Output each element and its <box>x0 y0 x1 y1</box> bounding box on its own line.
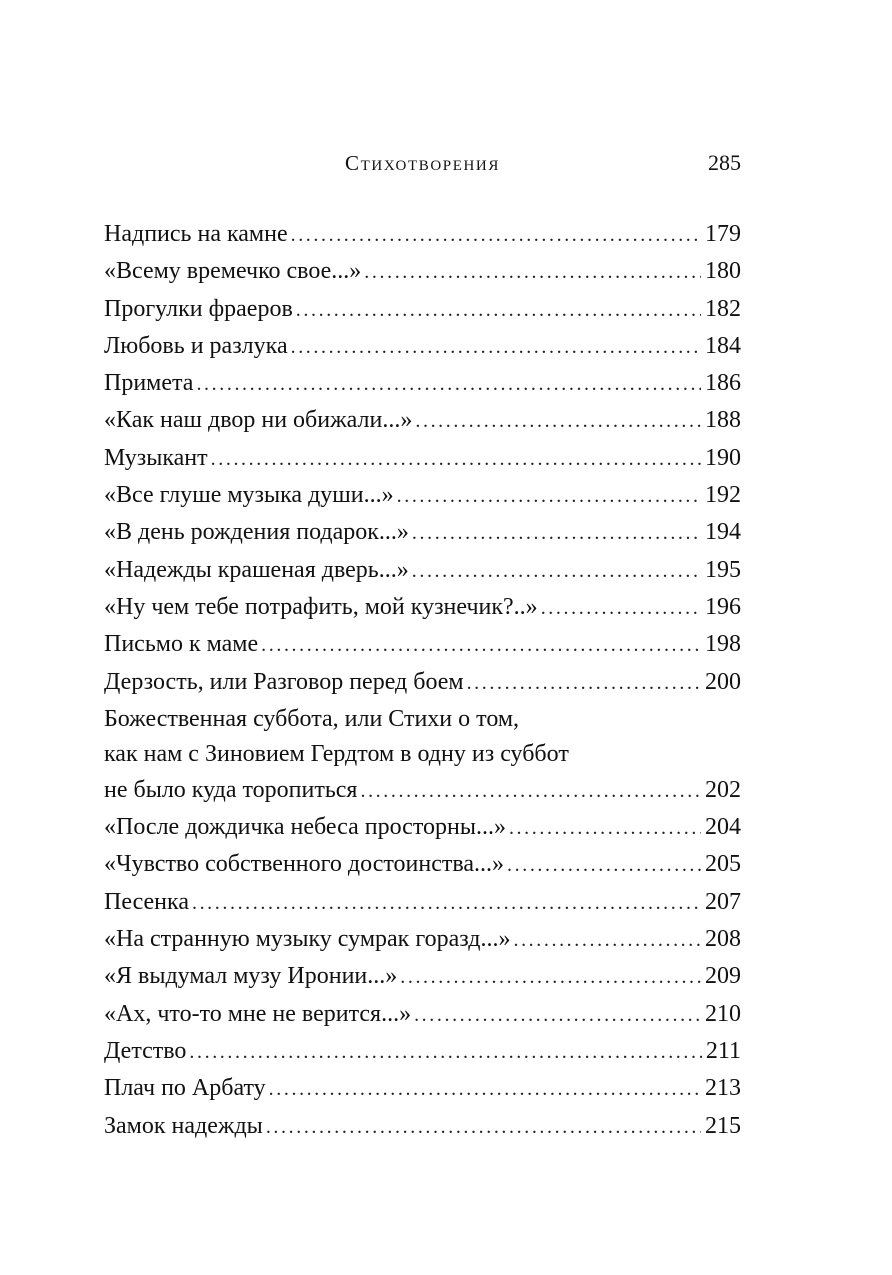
dot-leader <box>467 665 701 701</box>
toc-entry-title-line: не было куда торопиться <box>104 776 358 803</box>
dot-leader <box>513 922 701 958</box>
toc-entry-page: 188 <box>705 407 741 434</box>
toc-entry-page: 211 <box>705 1037 741 1064</box>
toc-entry-page: 210 <box>705 1000 741 1027</box>
dot-leader <box>291 329 701 365</box>
toc-entry <box>104 216 741 253</box>
toc-entry <box>104 402 741 439</box>
toc-entry-title: «Чувство собственного достоинства...» <box>104 851 505 878</box>
dot-leader <box>192 885 701 921</box>
toc-entry-page: 186 <box>705 370 741 397</box>
toc-entry-title: Письмо к маме <box>104 631 259 658</box>
dot-leader <box>211 441 701 477</box>
toc-entry-title: Плач по Арбату <box>104 1075 266 1102</box>
toc-entry <box>104 664 741 701</box>
dot-leader <box>291 217 701 253</box>
toc-entry-last-line <box>104 772 741 809</box>
toc-entry-title: «После дождичка небеса просторны...» <box>104 814 506 841</box>
dot-leader <box>400 959 701 995</box>
toc-entry-title: Дерзость, или Разговор перед боем <box>104 668 464 695</box>
page-number: 285 <box>708 150 741 175</box>
toc-entry <box>104 477 741 514</box>
toc-entry-title: Прогулки фраеров <box>104 295 293 322</box>
toc-entry <box>104 1033 741 1070</box>
toc-entry-page: 179 <box>705 221 741 247</box>
dot-leader <box>415 403 701 439</box>
toc-entry-page: 202 <box>705 776 741 803</box>
toc-entry-title: Любовь и разлука <box>104 332 288 359</box>
toc-entry <box>104 253 741 290</box>
toc-entry <box>104 626 741 663</box>
toc-entry-page: 208 <box>705 926 741 953</box>
dot-leader <box>296 292 701 328</box>
toc-entry-title: Замок надежды <box>104 1112 263 1139</box>
toc-entry-page: 205 <box>705 851 741 878</box>
toc-entry <box>104 1108 741 1145</box>
toc-entry-title-line: как нам с Зиновием Гердтом в одну из суббот <box>104 740 569 767</box>
dot-leader <box>509 810 701 846</box>
toc-entry-page: 182 <box>705 295 741 322</box>
toc-entry <box>104 552 741 589</box>
toc-entry-page: 180 <box>705 258 741 285</box>
dot-leader <box>266 1109 701 1145</box>
toc-entry-title: Примета <box>104 370 194 397</box>
toc-entry-title: Музыкант <box>104 444 208 471</box>
toc-entry-multiline <box>104 701 741 809</box>
toc-entry <box>104 846 741 883</box>
toc-entry-page: 190 <box>705 444 741 471</box>
toc-entry-title: «В день рождения подарок...» <box>104 519 409 546</box>
dot-leader <box>269 1071 701 1107</box>
toc-entry-page: 213 <box>705 1075 741 1102</box>
toc-entry-page: 184 <box>705 332 741 359</box>
dot-leader <box>360 773 701 809</box>
toc-entry-title: «Я выдумал музу Иронии...» <box>104 963 398 990</box>
toc-entry-title: «Ну чем тебе потрафить, мой кузнечик?..» <box>104 593 538 620</box>
toc-entry-title: «Всему времечко свое...» <box>104 258 362 285</box>
toc-entry-page: 196 <box>705 593 741 620</box>
dot-leader <box>261 627 701 663</box>
running-title: Стихотворения <box>345 151 500 175</box>
toc-entry-title: «Как наш двор ни обижали...» <box>104 407 413 434</box>
toc-entry-page: 200 <box>705 668 741 695</box>
toc-entry <box>104 1070 741 1107</box>
toc-entry <box>104 514 741 551</box>
dot-leader <box>397 478 701 514</box>
toc-entry <box>104 921 741 958</box>
dot-leader <box>189 1034 701 1070</box>
toc-entry-title: «Все глуше музыка души...» <box>104 482 394 509</box>
dot-leader <box>541 590 701 626</box>
dot-leader <box>196 366 701 402</box>
toc-entry-title: Песенка <box>104 888 189 915</box>
toc-entry-page: 192 <box>705 482 741 509</box>
toc-entry-page: 194 <box>705 519 741 546</box>
toc-entry <box>104 291 741 328</box>
toc-entry-title: «На странную музыку сумрак горазд...» <box>104 926 511 953</box>
toc-entry <box>104 589 741 626</box>
dot-leader <box>412 553 701 589</box>
toc-entry <box>104 809 741 846</box>
dot-leader <box>414 997 701 1033</box>
toc-entry-page: 195 <box>705 556 741 583</box>
toc-entry <box>104 996 741 1033</box>
table-of-contents <box>104 216 741 1145</box>
toc-entry-title: Детство <box>104 1037 187 1064</box>
toc-entry <box>104 440 741 477</box>
toc-entry-title: «Надежды крашеная дверь...» <box>104 556 409 583</box>
toc-entry <box>104 884 741 921</box>
toc-entry <box>104 365 741 402</box>
dot-leader <box>364 254 701 290</box>
toc-entry-title: «Ах, что-то мне не верится...» <box>104 1000 412 1027</box>
toc-entry-title: Надпись на камне <box>104 221 288 247</box>
dot-leader <box>507 847 701 883</box>
dot-leader <box>412 515 701 551</box>
toc-entry-page: 198 <box>705 631 741 658</box>
running-header <box>104 148 741 178</box>
toc-entry-title-line: Божественная суббота, или Стихи о том, <box>104 705 520 732</box>
toc-entry-page: 204 <box>705 814 741 841</box>
toc-entry <box>104 328 741 365</box>
toc-entry-page: 209 <box>705 963 741 990</box>
toc-entry-page: 207 <box>705 888 741 915</box>
toc-entry-page: 215 <box>705 1112 741 1139</box>
toc-entry <box>104 958 741 995</box>
